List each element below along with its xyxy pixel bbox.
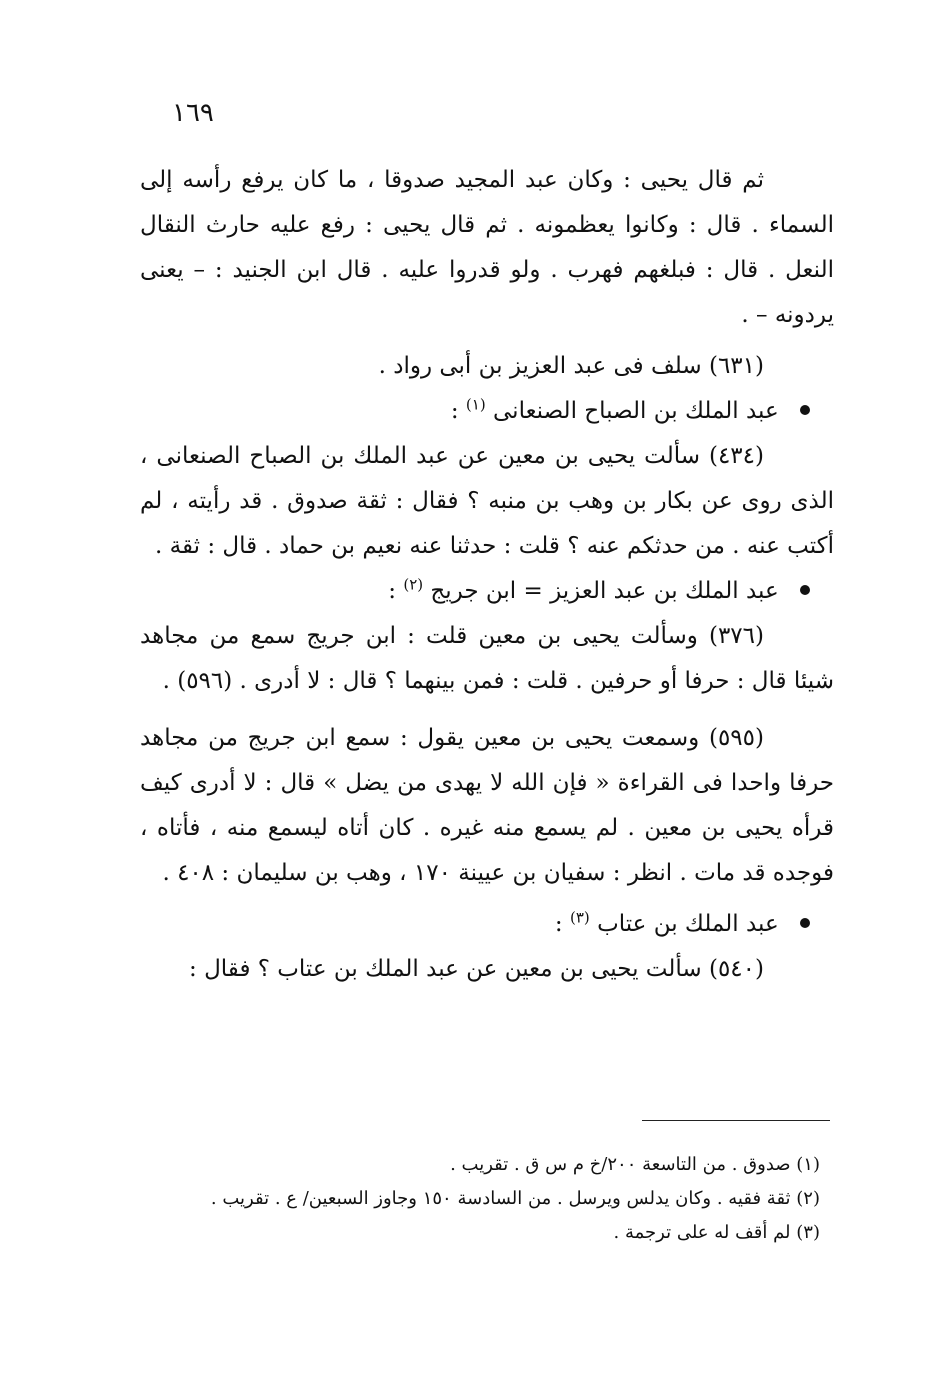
- footnote-2: (٢) ثقة فقيه . وكان يدلس ويرسل . من السادسة ١٥٠ وجاوز السبعين/ ع . تقريب .: [210, 1188, 820, 1209]
- footnote-ref-1: (١): [465, 395, 486, 414]
- heading-colon: :: [388, 578, 397, 604]
- footnote-ref-2: (٢): [403, 575, 424, 594]
- bullet-icon: [800, 405, 810, 415]
- footnote-ref-3: (٣): [569, 908, 590, 927]
- footnote-divider: [642, 1120, 830, 1121]
- footnote-1: (١) صدوق . من التاسعة ٢٠٠/خ م س ق . تقريب .: [450, 1154, 820, 1175]
- entry-heading-attab: [140, 902, 834, 947]
- page-number: ١٦٩: [172, 98, 214, 128]
- heading-text: عبد الملك بن عتاب: [597, 911, 779, 937]
- entry-heading-ibn-jurayj: [140, 569, 834, 614]
- footnotes: [140, 1148, 834, 1250]
- paragraph-595: (٥٩٥) وسمعت يحيى بن معين يقول : سمع ابن جريج من مجاهد حرفا واحدا فى القراءة « فإن الله لا يهدى من يضل » قال : لا أدرى كيف قرأه يحيى بن معين . لم يسمع منه غيره . كان أتاه ليسمع منه ، فأتاه ، فوجده قد مات . انظر : سفيان بن عيينة ١٧٠ ، وهب بن سليمان : ٤٠٨ .: [140, 725, 834, 886]
- entry-heading-sabbah: [140, 389, 834, 434]
- paragraph-continuation: ثم قال يحيى : وكان عبد المجيد صدوقا ، ما كان يرفع رأسه إلى السماء . قال : وكانوا يعظمونه . ثم قال يحيى : رفع عليه حارث النقال النعل . قال : فبلغهم فهرب . ولو قدروا عليه . قال ابن الجنيد : – يعنى يردونه – .: [140, 167, 834, 328]
- heading-text: عبد الملك بن عبد العزيز = ابن جريج: [430, 578, 779, 604]
- paragraph-376: (٣٧٦) وسألت يحيى بن معين قلت : ابن جريج سمع من مجاهد شيئا قال : حرفا أو حرفين . قلت : فمن بينهما ؟ قال : لا أدرى . (٥٩٦) .: [140, 623, 834, 694]
- main-text: [140, 158, 834, 992]
- heading-text: عبد الملك بن الصباح الصنعانى: [493, 398, 779, 424]
- footnote-3: (٣) لم أقف له على ترجمة .: [613, 1222, 820, 1243]
- heading-colon: :: [554, 911, 563, 937]
- paragraph-631: (٦٣١) سلف فى عبد العزيز بن أبى رواد .: [378, 353, 764, 379]
- bullet-icon: [800, 585, 810, 595]
- paragraph-434: (٤٣٤) سألت يحيى بن معين عن عبد الملك بن الصباح الصنعانى ، الذى روى عن بكار بن وهب بن منبه ؟ فقال : ثقة صدوق . قد رأيته ، لم أكتب عنه . من حدثكم عنه ؟ قلت : حدثنا عنه نعيم بن حماد . قال : ثقة .: [140, 443, 834, 559]
- paragraph-540: (٥٤٠) سألت يحيى بن معين عن عبد الملك بن عتاب ؟ فقال :: [189, 956, 764, 982]
- bullet-icon: [800, 918, 810, 928]
- heading-colon: :: [450, 398, 459, 424]
